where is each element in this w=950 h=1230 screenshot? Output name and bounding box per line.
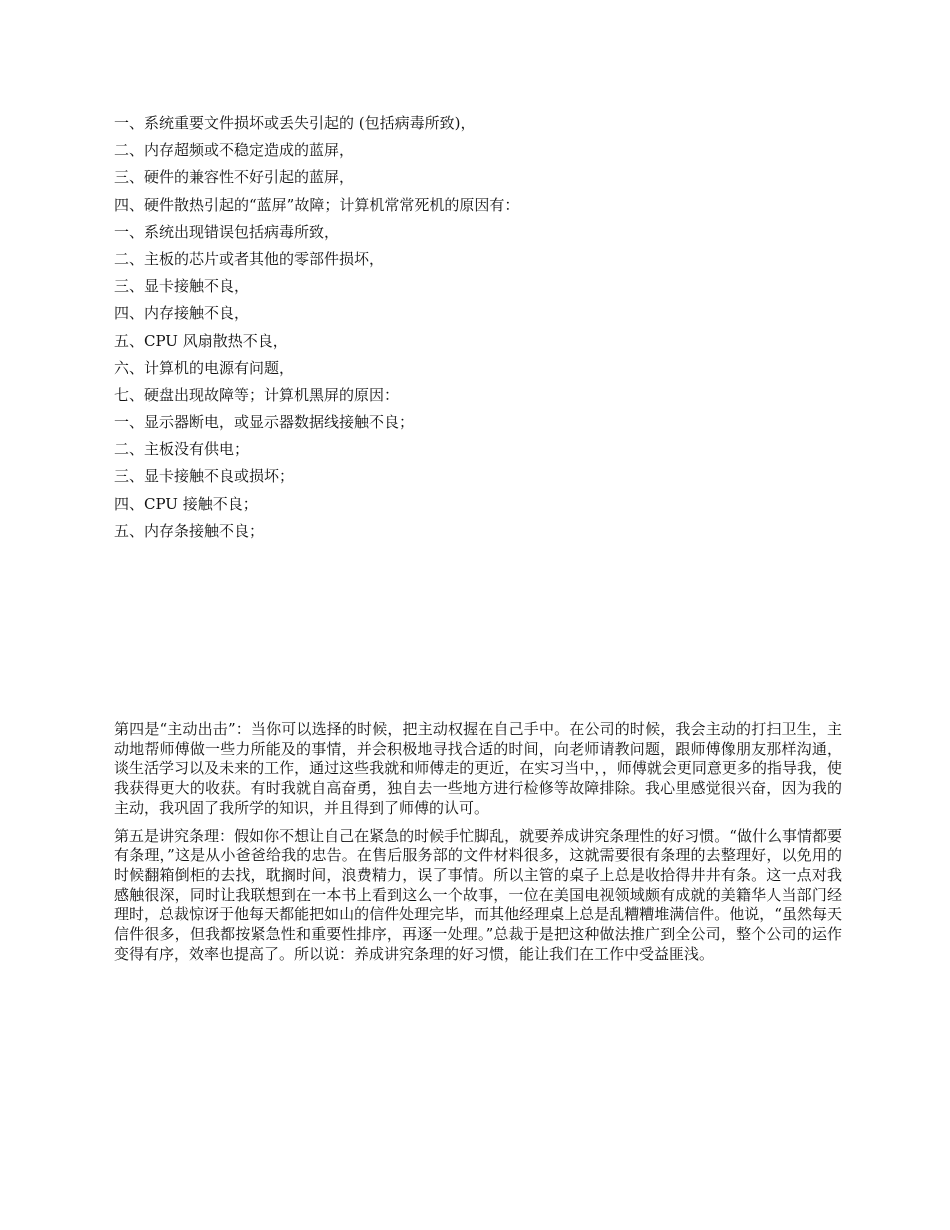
- list-item: 六、计算机的电源有问题，: [114, 358, 295, 377]
- paragraph-initiative: 第四是“主动出击”：当你可以选择的时候，把主动权握在自己手中。在公司的时候，我会主动的打扫卫生，主动地帮师傅做一些力所能及的事情，并会积极地寻找合适的时间，向老师请教问题，跟师傅像朋友那样沟通，谈生活学习以及未来的工作，通过这些我就和师傅走的更近，在实习当中，，师傅就会更同意更多的指导我，使我获得更大的收获。有时我就自高奋勇，独自去一些地方进行检修等故障排除。我心里感觉很兴奋，因为我的主动，我巩固了我所学的知识，并且得到了师傅的认可。: [114, 720, 842, 817]
- list-item: 五、CPU 风扇散热不良，: [114, 331, 288, 350]
- list-item: 五、内存条接触不良；: [114, 521, 265, 540]
- list-item: 三、显卡接触不良或损坏；: [114, 467, 295, 486]
- list-item: 三、硬件的兼容性不好引起的蓝屏，: [114, 168, 355, 187]
- list-item: 一、显示器断电，或显示器数据线接触不良；: [114, 413, 415, 432]
- body-text: [114, 720, 842, 972]
- list-item: 一、系统出现错误包括病毒所致，: [114, 222, 340, 241]
- list-item: 三、显卡接触不良，: [114, 277, 250, 296]
- list-item: 二、主板的芯片或者其他的零部件损坏，: [114, 249, 385, 268]
- list-item: 四、CPU 接触不良；: [114, 494, 258, 513]
- paragraph-organization: 第五是讲究条理：假如你不想让自己在紧急的时候手忙脚乱，就要养成讲究条理性的好习惯。“做什么事情都要有条理，”这是从小爸爸给我的忠告。在售后服务部的文件材料很多，这就需要很有条理的去整理好，以免用的时候翻箱倒柜的去找，耽搁时间，浪费精力，误了事情。所以主管的桌子上总是收拾得井井有条。这一点对我感触很深，同时让我联想到在一本书上看到这么一个故事，一位在美国电视领域颇有成就的美籍华人当部门经理时，总裁惊讶于他每天都能把如山的信件处理完毕，而其他经理桌上总是乱糟糟堆满信件。他说，“虽然每天信件很多，但我都按紧急性和重要性排序，再逐一处理。”总裁于是把这种做法推广到全公司，整个公司的运作变得有序，效率也提高了。所以说：养成讲究条理的好习惯，能让我们在工作中受益匪浅。: [114, 826, 842, 963]
- list-item: 二、内存超频或不稳定造成的蓝屏，: [114, 141, 355, 160]
- list-item: 七、硬盘出现故障等；计算机黑屏的原因：: [114, 385, 400, 404]
- list-item: 一、系统重要文件损坏或丢失引起的 (包括病毒所致)，: [114, 114, 476, 132]
- list-item: 二、主板没有供电；: [114, 440, 250, 459]
- list-item: 四、硬件散热引起的“蓝屏”故障；计算机常常死机的原因有：: [114, 195, 520, 214]
- fault-cause-list: [114, 112, 844, 547]
- list-item: 四、内存接触不良，: [114, 304, 250, 323]
